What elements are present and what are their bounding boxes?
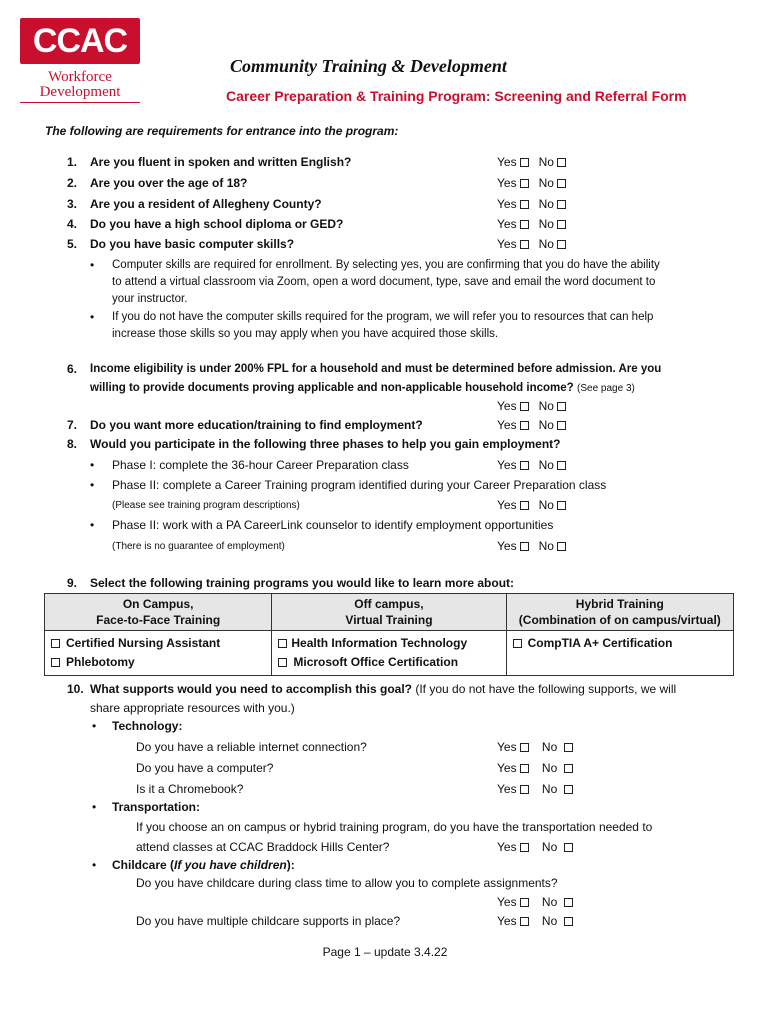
q3-no-checkbox[interactable]: [557, 200, 566, 209]
childcare-heading: [112, 858, 295, 872]
q4-yes-checkbox[interactable]: [520, 220, 529, 229]
no-label: No: [541, 761, 558, 775]
phase2-yes-no: [497, 498, 566, 512]
cna-checkbox[interactable]: [51, 639, 60, 648]
yes-label: Yes: [497, 197, 517, 211]
computer-bullet-line2: to attend a virtual classroom via Zoom, open a word document, type, save and email the word document to: [112, 276, 656, 288]
col3-header-line1: Hybrid Training: [575, 597, 664, 611]
hit-label: Health Information Technology: [291, 636, 468, 650]
no-label: No: [541, 782, 558, 796]
q6-no-checkbox[interactable]: [557, 402, 566, 411]
phase3-text: Phase II: work with a PA CareerLink counselor to identify employment opportunities: [112, 518, 554, 532]
ccac-logo: [20, 18, 148, 110]
phase1-yes-checkbox[interactable]: [520, 461, 529, 470]
yes-label: Yes: [497, 782, 517, 796]
q10-bold: What supports would you need to accomplish this goal?: [90, 682, 413, 696]
yes-label: Yes: [497, 761, 517, 775]
q5-text: Do you have basic computer skills?: [90, 237, 295, 251]
q9-number: 9.: [67, 576, 78, 590]
tech-q1-yes-no: [497, 740, 573, 754]
hybrid-cell: [506, 631, 733, 676]
no-label: No: [541, 895, 558, 909]
tech-q1: Do you have a reliable internet connection?: [136, 740, 367, 754]
bullet-dot: •: [90, 518, 95, 532]
logo-line-development: Development: [39, 84, 121, 100]
q1-yes-no: [497, 155, 566, 169]
tech-q1-no-checkbox[interactable]: [564, 743, 573, 752]
no-label: No: [541, 914, 558, 928]
program-comptia: [513, 634, 727, 653]
q8-text: Would you participate in the following three phases to help you gain employment?: [90, 437, 561, 451]
childcare-close: ):: [286, 858, 295, 872]
yes-label: Yes: [497, 155, 517, 169]
computer-bullet-line3: your instructor.: [112, 293, 188, 305]
q5-yes-checkbox[interactable]: [520, 240, 529, 249]
q6-note: (See page 3): [577, 383, 635, 394]
no-label: No: [538, 458, 554, 472]
technology-heading: Technology:: [112, 719, 183, 733]
yes-label: Yes: [497, 895, 517, 909]
childcare-label: Childcare (: [112, 858, 175, 872]
phase1-yes-no: [497, 458, 566, 472]
child-q1-yes-checkbox[interactable]: [520, 898, 529, 907]
yes-label: Yes: [497, 740, 517, 754]
col2-header-line2: Virtual Training: [345, 613, 433, 627]
q4-yes-no: [497, 217, 566, 231]
q5-yes-no: [497, 237, 566, 251]
phase2-note: (Please see training program descriptions): [112, 500, 300, 511]
tech-q1-yes-checkbox[interactable]: [520, 743, 529, 752]
child-q1-no-checkbox[interactable]: [564, 898, 573, 907]
phlebotomy-label: Phlebotomy: [66, 655, 135, 669]
col3-header-line2: (Combination of on campus/virtual): [518, 613, 721, 627]
col-hybrid-header: [506, 594, 733, 631]
no-label: No: [541, 840, 558, 854]
q4-number: 4.: [67, 217, 78, 231]
q7-number: 7.: [67, 418, 78, 432]
q7-no-checkbox[interactable]: [557, 421, 566, 430]
q10-line2: share appropriate resources with you.): [90, 701, 295, 715]
phase3-note: (There is no guarantee of employment): [112, 541, 285, 552]
yes-label: Yes: [497, 539, 517, 553]
col1-header-line2: Face-to-Face Training: [96, 613, 221, 627]
q6-line1: Income eligibility is under 200% FPL for a household and must be determined before admission. Are you: [90, 363, 662, 375]
col-on-campus-header: [45, 594, 272, 631]
child-q1: Do you have childcare during class time to allow you to complete assignments?: [136, 876, 558, 890]
program-phlebotomy: [51, 653, 265, 672]
child-q2-yes-checkbox[interactable]: [520, 917, 529, 926]
computer-bullet-line5: increase those skills so you may apply when you have acquired those skills.: [112, 328, 499, 340]
comptia-label: CompTIA A+ Certification: [527, 636, 673, 650]
q6-line2: willing to provide documents proving applicable and non-applicable household income?: [90, 382, 574, 394]
q2-text: Are you over the age of 18?: [90, 176, 248, 190]
q3-yes-no: [497, 197, 566, 211]
yes-label: Yes: [497, 498, 517, 512]
bullet-dot: •: [92, 719, 97, 733]
mos-checkbox[interactable]: [278, 658, 287, 667]
q9-text: Select the following training programs you would like to learn more about:: [90, 576, 515, 590]
cna-label: Certified Nursing Assistant: [66, 636, 221, 650]
q2-no-checkbox[interactable]: [557, 179, 566, 188]
q10-rest: (If you do not have the following supports, we will: [412, 682, 677, 696]
no-label: No: [538, 155, 554, 169]
child-q2-yes-no: [497, 914, 573, 928]
phase3-no-checkbox[interactable]: [557, 542, 566, 551]
no-label: No: [538, 176, 554, 190]
no-label: No: [538, 237, 554, 251]
computer-bullet-line4: If you do not have the computer skills required for the program, we will refer you to resources that can help: [112, 311, 654, 323]
bullet-dot: •: [92, 858, 97, 872]
computer-bullet-line1: Computer skills are required for enrollment. By selecting yes, you are confirming that you do have the ability: [112, 259, 660, 271]
phase2-text: Phase II: complete a Career Training program identified during your Career Preparation class: [112, 478, 607, 492]
page-footer: Page 1 – update 3.4.22: [322, 945, 448, 959]
bullet-dot: •: [90, 478, 95, 492]
program-mos: [278, 653, 499, 672]
q6-line2-wrap: [90, 380, 635, 396]
q7-text: Do you want more education/training to find employment?: [90, 418, 423, 432]
trans-no-checkbox[interactable]: [564, 843, 573, 852]
bullet-dot: •: [92, 800, 97, 814]
tech-q3-no-checkbox[interactable]: [564, 785, 573, 794]
q6-yes-checkbox[interactable]: [520, 402, 529, 411]
phase3-yes-checkbox[interactable]: [520, 542, 529, 551]
transportation-heading: Transportation:: [112, 800, 201, 814]
bullet-dot: •: [90, 458, 95, 472]
q1-yes-checkbox[interactable]: [520, 158, 529, 167]
phase2-yes-checkbox[interactable]: [520, 501, 529, 510]
tech-q3: Is it a Chromebook?: [136, 782, 244, 796]
form-subtitle: Career Preparation & Training Program: Screening and Referral Form: [226, 88, 687, 104]
tech-q3-yes-checkbox[interactable]: [520, 785, 529, 794]
q5-no-checkbox[interactable]: [557, 240, 566, 249]
on-campus-cell: [45, 631, 272, 676]
bullet-dot: •: [90, 258, 95, 272]
q3-number: 3.: [67, 197, 78, 211]
no-label: No: [541, 740, 558, 754]
col1-header-line1: On Campus,: [122, 597, 194, 611]
q8-number: 8.: [67, 437, 78, 451]
yes-label: Yes: [497, 840, 517, 854]
intro-text: The following are requirements for entrance into the program:: [45, 124, 399, 138]
no-label: No: [538, 197, 554, 211]
q10-line1: [90, 682, 676, 696]
logo-line-workforce: Workforce: [48, 69, 112, 85]
yes-label: Yes: [497, 418, 517, 432]
q6-number: 6.: [67, 362, 78, 376]
tech-q3-yes-no: [497, 782, 573, 796]
q1-number: 1.: [67, 155, 78, 169]
yes-label: Yes: [497, 176, 517, 190]
phase3-yes-no: [497, 539, 566, 553]
yes-label: Yes: [497, 217, 517, 231]
yes-label: Yes: [497, 914, 517, 928]
q1-no-checkbox[interactable]: [557, 158, 566, 167]
trans-yes-checkbox[interactable]: [520, 843, 529, 852]
tech-q2: Do you have a computer?: [136, 761, 274, 775]
table-row: [45, 631, 734, 676]
program-hit: [278, 634, 499, 653]
no-label: No: [538, 418, 554, 432]
q4-text: Do you have a high school diploma or GED?: [90, 217, 344, 231]
q2-number: 2.: [67, 176, 78, 190]
phase1-text: Phase I: complete the 36-hour Career Preparation class: [112, 458, 409, 472]
q3-yes-checkbox[interactable]: [520, 200, 529, 209]
phase1-no-checkbox[interactable]: [557, 461, 566, 470]
no-label: No: [538, 217, 554, 231]
mos-label: Microsoft Office Certification: [293, 655, 459, 669]
phlebotomy-checkbox[interactable]: [51, 658, 60, 667]
no-label: No: [538, 399, 554, 413]
q6-yes-no: [497, 399, 566, 413]
yes-label: Yes: [497, 458, 517, 472]
training-programs-table: [44, 593, 734, 676]
q10-number: 10.: [67, 682, 84, 696]
no-label: No: [538, 498, 554, 512]
col-virtual-header: [272, 594, 506, 631]
tech-q2-no-checkbox[interactable]: [564, 764, 573, 773]
tech-q2-yes-no: [497, 761, 573, 775]
logo-underline: [20, 102, 140, 103]
q4-no-checkbox[interactable]: [557, 220, 566, 229]
tech-q2-yes-checkbox[interactable]: [520, 764, 529, 773]
q3-text: Are you a resident of Allegheny County?: [90, 197, 322, 211]
table-header-row: [45, 594, 734, 631]
program-cna: [51, 634, 265, 653]
no-label: No: [538, 539, 554, 553]
hit-checkbox[interactable]: [278, 639, 287, 648]
trans-line2: attend classes at CCAC Braddock Hills Center?: [136, 840, 390, 854]
q7-yes-checkbox[interactable]: [520, 421, 529, 430]
phase2-no-checkbox[interactable]: [557, 501, 566, 510]
child-q1-yes-no: [497, 895, 573, 909]
trans-line1: If you choose an on campus or hybrid training program, do you have the transportation needed to: [136, 820, 653, 834]
q2-yes-no: [497, 176, 566, 190]
ccac-logo-mark: CCAC: [20, 18, 140, 64]
q7-yes-no: [497, 418, 566, 432]
child-q2-no-checkbox[interactable]: [564, 917, 573, 926]
childcare-condition: If you have children: [174, 858, 287, 872]
q1-text: Are you fluent in spoken and written English?: [90, 155, 352, 169]
trans-yes-no: [497, 840, 573, 854]
comptia-checkbox[interactable]: [513, 639, 522, 648]
yes-label: Yes: [497, 399, 517, 413]
child-q2: Do you have multiple childcare supports in place?: [136, 914, 401, 928]
bullet-dot: •: [90, 310, 95, 324]
q5-number: 5.: [67, 237, 78, 251]
virtual-cell: [272, 631, 506, 676]
q2-yes-checkbox[interactable]: [520, 179, 529, 188]
page-title: Community Training & Development: [230, 56, 507, 76]
yes-label: Yes: [497, 237, 517, 251]
col2-header-line1: Off campus,: [354, 597, 424, 611]
